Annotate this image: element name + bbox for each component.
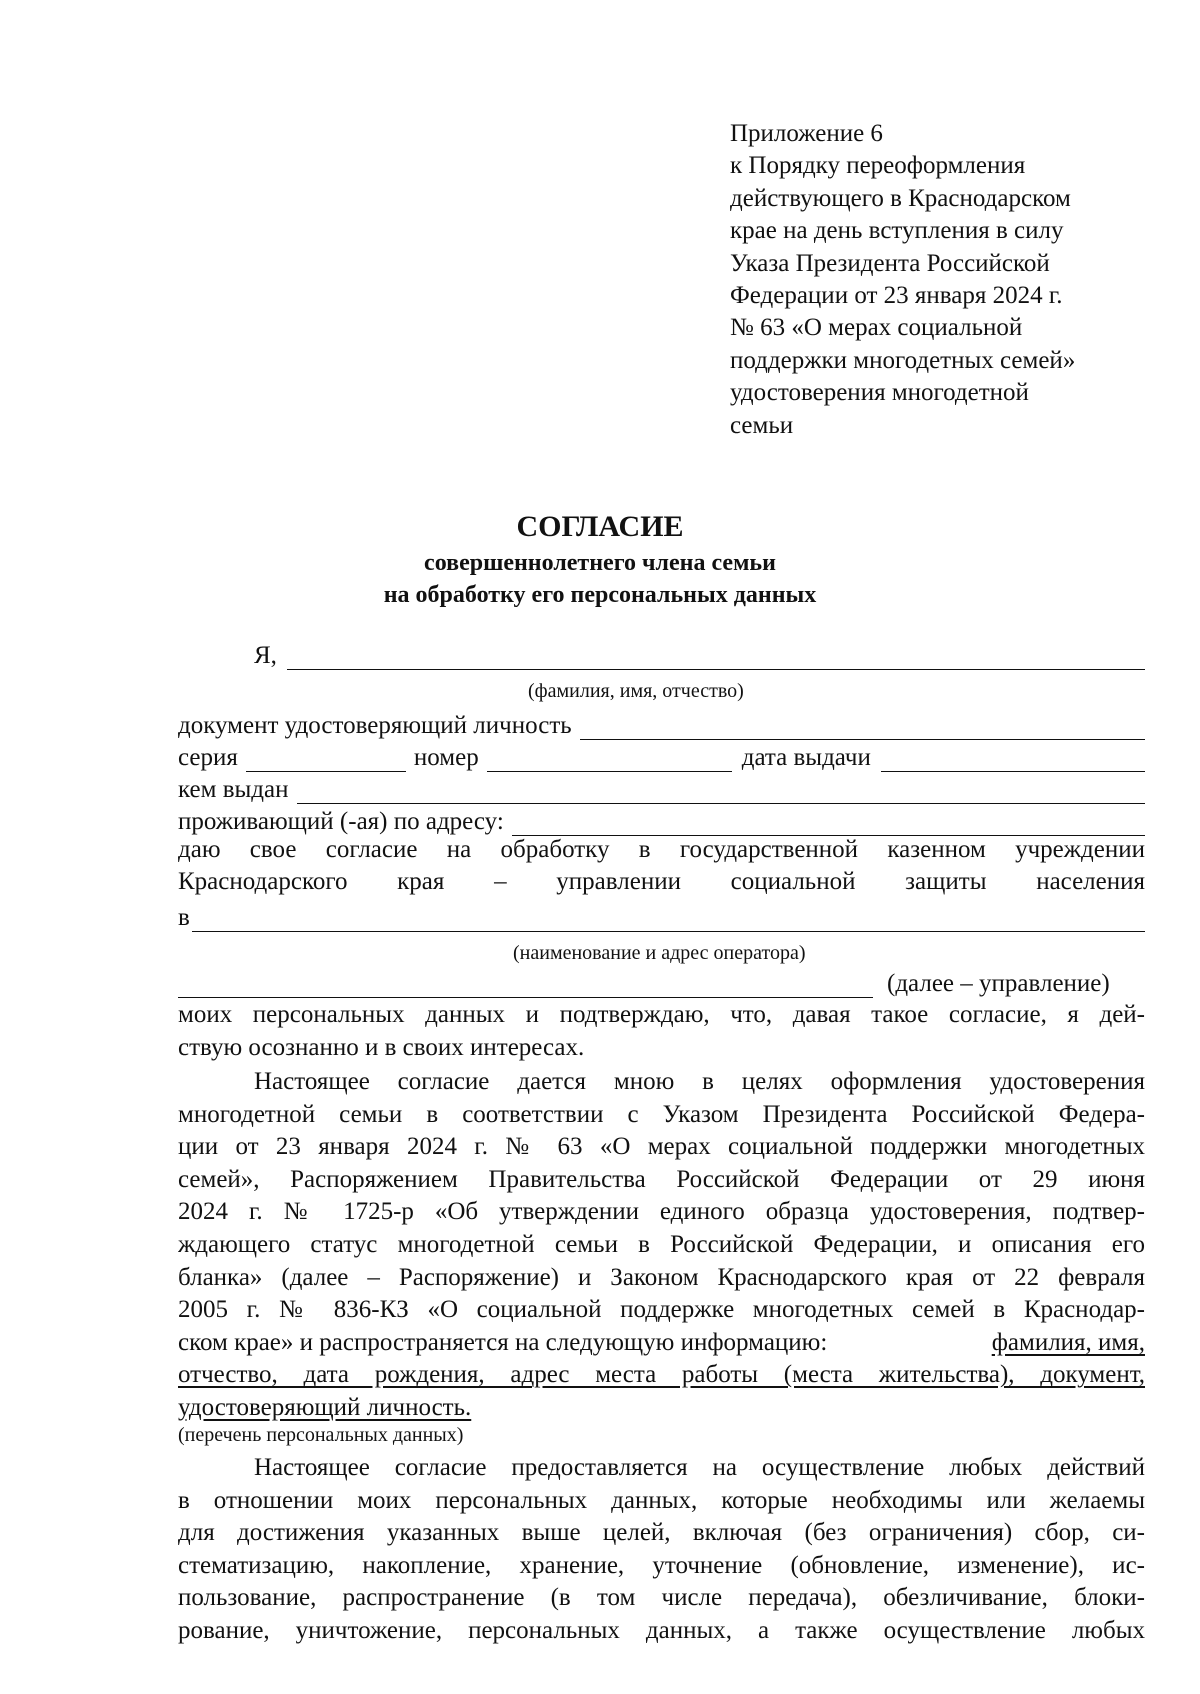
annex-line: Указа Президента Российской [730, 249, 1050, 277]
annex-block [730, 118, 1150, 442]
dalee-label: (далее – управление) [887, 970, 1110, 997]
fio-field[interactable] [287, 645, 1145, 670]
series-label: серия [178, 744, 238, 771]
issued-by-row [178, 772, 1145, 804]
personal-data-list: удостоверяющий личность. [178, 1393, 472, 1421]
annex-line: крае на день вступления в силу [730, 217, 1064, 245]
address-row [178, 804, 1145, 836]
annex-line: семьи [730, 411, 794, 439]
issued-by-field[interactable] [297, 779, 1146, 804]
text-line: ствую осознанно и в своих интересах. [178, 1033, 585, 1061]
text-line: в отношении моих персональных данных, которые необходимы или желаемы [178, 1486, 1145, 1514]
ya-label: Я, [254, 642, 277, 669]
text-line: рование, уничтожение, персональных данных, а также осуществление любых [178, 1616, 1145, 1644]
paragraph-1 [178, 999, 1145, 1064]
issue-date-field[interactable] [881, 747, 1145, 772]
consent-line [178, 836, 1145, 868]
document-label: документ удостоверяющий личность [178, 712, 572, 739]
consent-text: Краснодарского края – управлении социальной защиты населения [178, 868, 1145, 895]
text-line: ждающего статус многодетной семьи в Российской Федерации, и описания его [178, 1230, 1145, 1258]
annex-line: действующего в Краснодарском [730, 184, 1071, 212]
annex-line: Приложение 6 [730, 120, 883, 147]
text-line: стематизацию, накопление, хранение, уточнение (обновление, изменение), ис- [178, 1551, 1145, 1579]
document-subtitle: на обработку его персональных данных [383, 582, 817, 608]
operator-field-2[interactable] [178, 973, 873, 998]
annex-line: поддержки многодетных семей» [730, 346, 1076, 374]
number-label: номер [413, 744, 479, 771]
document-row [178, 708, 1145, 740]
series-field[interactable] [246, 747, 406, 772]
text-line: 2005 г. № 836-КЗ «О социальной поддержке многодетных семей в Краснодар- [178, 1296, 1145, 1324]
number-field[interactable] [487, 747, 732, 772]
text-line: многодетной семьи в соответствии с Указом Президента Российской Федера- [178, 1100, 1145, 1128]
consent-line [178, 868, 1145, 900]
paragraph-3 [178, 1452, 1145, 1648]
fio-row [254, 638, 1145, 670]
operator-row-2 [178, 966, 1145, 998]
text-line: моих персональных данных и подтверждаю, что, давая такое согласие, я дей- [178, 1001, 1145, 1028]
issue-date-label: дата выдачи [741, 744, 871, 771]
consent-text: даю свое согласие на обработку в государственной казенном учреждении [178, 836, 1145, 863]
annex-line: Федерации от 23 января 2024 г. [730, 282, 1063, 310]
fio-caption: (фамилия, имя, отчество) [528, 680, 744, 702]
operator-caption: (наименование и адрес оператора) [513, 942, 806, 964]
personal-data-list: отчество, дата рождения, адрес места работы (места жительства), документ, [178, 1361, 1145, 1389]
text-line: 2024 г. № 1725-р «Об утверждении единого образца удостоверения, подтвер- [178, 1198, 1145, 1226]
text-line: для достижения указанных выше целей, включая (без ограничения) сбор, си- [178, 1519, 1145, 1547]
address-label: проживающий (-ая) по адресу: [178, 808, 504, 835]
passport-row [178, 740, 1145, 772]
personal-data-list: фамилия, имя, [991, 1328, 1145, 1356]
text-line: Настоящее согласие предоставляется на осуществление любых действий [254, 1454, 1145, 1481]
document-subtitle: совершеннолетнего члена семьи [424, 550, 776, 576]
list-caption: (перечень персональных данных) [178, 1424, 464, 1446]
document-title: СОГЛАСИЕ [516, 510, 684, 543]
annex-line: удостоверения многодетной [730, 379, 1029, 407]
text-line: бланка» (далее – Распоряжение) и Законом Краснодарского края от 22 февраля [178, 1263, 1145, 1291]
text-line: пользование, распространение (в том числе передача), обезличивание, блоки- [178, 1584, 1145, 1612]
text-line: ции от 23 января 2024 г. № 63 «О мерах социальной поддержки многодетных [178, 1133, 1145, 1161]
issued-by-label: кем выдан [178, 776, 289, 803]
document-field[interactable] [580, 715, 1145, 740]
text-segment: ском крае» и распространяется на следующую информацию: [178, 1328, 828, 1356]
text-line: семей», Распоряжением Правительства Российской Федерации от 29 июня [178, 1165, 1145, 1193]
paragraph-2 [178, 1066, 1145, 1425]
operator-field[interactable] [192, 907, 1145, 932]
annex-line: к Порядку переоформления [730, 152, 1026, 180]
operator-row [178, 900, 1145, 932]
annex-line: № 63 «О мерах социальной [730, 314, 1023, 342]
text-line [178, 1327, 1145, 1360]
address-field[interactable] [512, 811, 1145, 836]
text-line: Настоящее согласие дается мною в целях оформления удостоверения [254, 1068, 1145, 1095]
v-label: в [178, 904, 190, 931]
